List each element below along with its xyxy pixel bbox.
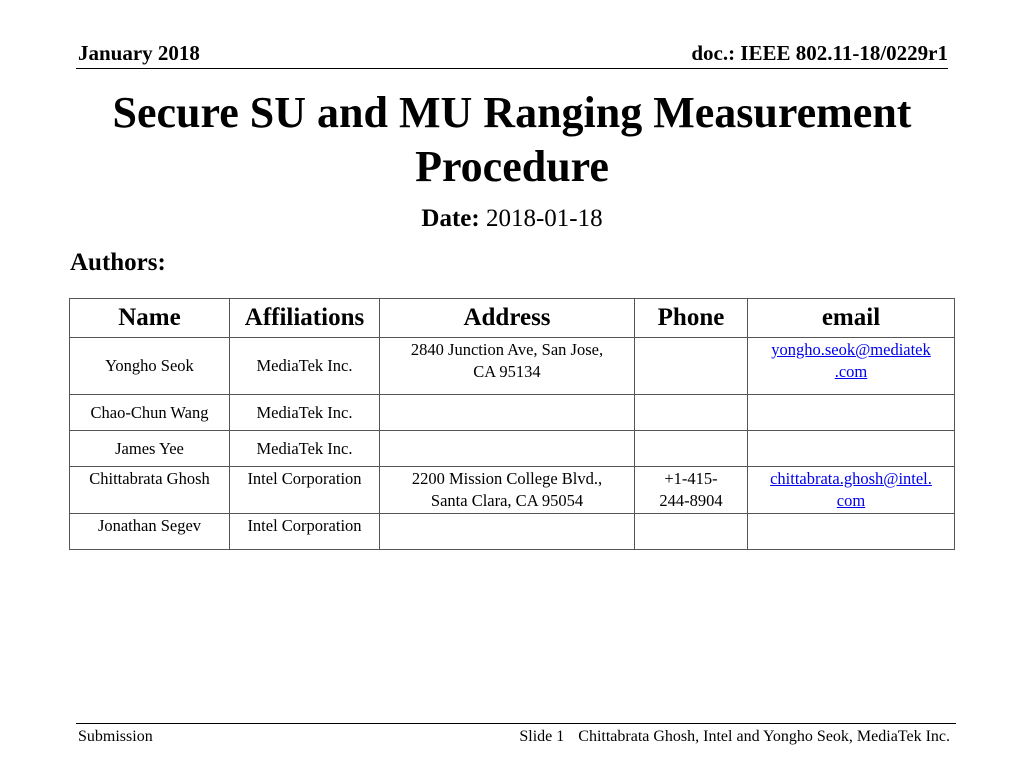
cell-phone <box>635 431 748 467</box>
cell-phone <box>635 514 748 550</box>
cell-email[interactable] <box>748 467 955 514</box>
slide-title <box>40 86 984 194</box>
cell-affiliation: MediaTek Inc. <box>230 431 380 467</box>
cell-affiliation: Intel Corporation <box>230 514 380 550</box>
cell-name: Jonathan Segev <box>70 514 230 550</box>
cell-email <box>748 395 955 431</box>
address-line-1: 2840 Junction Ave, San Jose, <box>410 340 604 359</box>
table-header-row <box>70 299 955 338</box>
email-link[interactable]: yongho.seok@mediatek .com <box>771 340 931 381</box>
date-label: Date: <box>421 205 480 232</box>
table-row <box>70 431 955 467</box>
phone-line-2: 244-8904 <box>659 491 723 510</box>
footer-submission: Submission <box>78 728 153 745</box>
address-line-1: 2200 Mission College Blvd., <box>411 469 603 488</box>
table-row <box>70 467 955 514</box>
footer-authors: Chittabrata Ghosh, Intel and Yongho Seok, MediaTek Inc. <box>578 728 950 745</box>
cell-affiliation: MediaTek Inc. <box>230 395 380 431</box>
cell-address <box>380 514 635 550</box>
cell-address <box>380 431 635 467</box>
title-line-1: Secure SU and MU Ranging Measurement <box>112 88 912 137</box>
cell-address <box>380 467 635 514</box>
footer-divider <box>76 723 956 724</box>
date-value: 2018-01-18 <box>485 205 603 232</box>
cell-email[interactable] <box>748 338 955 395</box>
cell-name: Chao-Chun Wang <box>70 395 230 431</box>
cell-email <box>748 431 955 467</box>
date-line <box>0 205 1024 233</box>
cell-affiliation: MediaTek Inc. <box>230 338 380 395</box>
column-header-name: Name <box>70 299 230 338</box>
cell-phone <box>635 395 748 431</box>
phone-line-1: +1-415- <box>664 469 718 488</box>
cell-email <box>748 514 955 550</box>
cell-address <box>380 395 635 431</box>
cell-address <box>380 338 635 395</box>
authors-heading: Authors: <box>70 249 166 276</box>
email-link[interactable]: chittabrata.ghosh@intel. com <box>770 469 932 510</box>
cell-phone <box>635 467 748 514</box>
header-date: January 2018 <box>78 41 200 65</box>
cell-affiliation: Intel Corporation <box>230 467 380 514</box>
cell-phone <box>635 338 748 395</box>
header-doc-id: doc.: IEEE 802.11-18/0229r1 <box>691 41 948 65</box>
footer-right <box>519 728 950 746</box>
column-header-affiliations: Affiliations <box>230 299 380 338</box>
cell-name: Yongho Seok <box>70 338 230 395</box>
title-line-2: Procedure <box>415 142 609 191</box>
address-line-2: Santa Clara, CA 95054 <box>430 491 584 510</box>
cell-name: James Yee <box>70 431 230 467</box>
table-row <box>70 395 955 431</box>
address-line-2: CA 95134 <box>473 362 541 381</box>
cell-name: Chittabrata Ghosh <box>70 467 230 514</box>
column-header-address: Address <box>380 299 635 338</box>
column-header-email: email <box>748 299 955 338</box>
header-divider <box>76 68 948 69</box>
column-header-phone: Phone <box>635 299 748 338</box>
slide-number: Slide 1 <box>519 728 565 745</box>
table-row <box>70 514 955 550</box>
table-row <box>70 338 955 395</box>
authors-table <box>69 298 955 550</box>
